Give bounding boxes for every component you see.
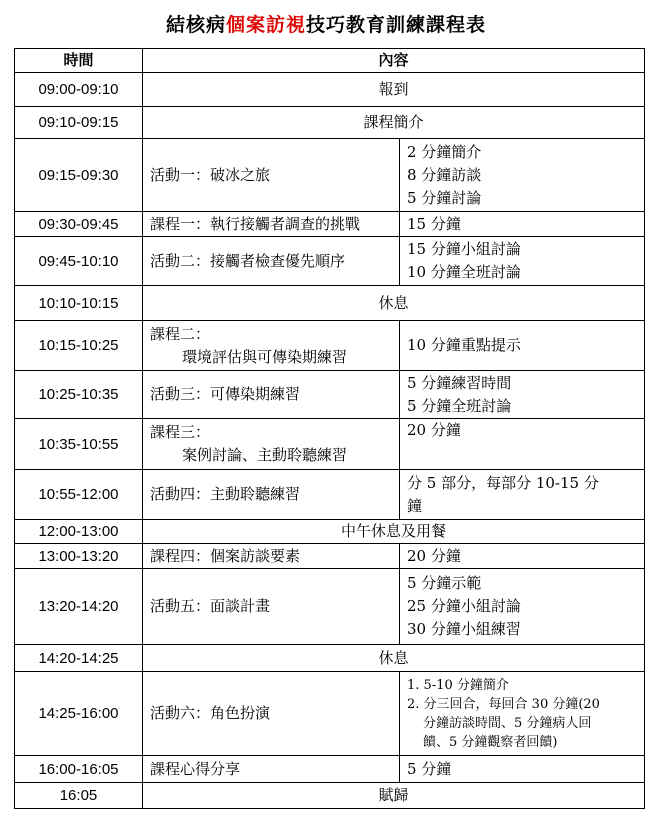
- details-cell: [400, 237, 645, 286]
- details-cell: [400, 544, 645, 569]
- header-time: 時間: [15, 49, 143, 73]
- title-highlight: 個案訪視: [225, 14, 306, 36]
- detail-line: 5 分鐘練習時間: [407, 373, 512, 392]
- time-cell: 13:20-14:20: [15, 569, 143, 645]
- content-cell: 賦歸: [143, 783, 645, 809]
- table-row: [15, 139, 645, 212]
- detail-line: 鐘: [407, 496, 423, 515]
- table-row: [15, 371, 645, 419]
- table-row: [15, 419, 645, 470]
- detail-line: 1. 5-10 分鐘簡介: [407, 677, 509, 693]
- time-cell: 12:00-13:00: [15, 520, 143, 544]
- detail-line: 10 分鐘全班討論: [407, 263, 521, 281]
- details-cell: [400, 569, 645, 645]
- activity-line: 案例討論、主動聆聽練習: [182, 446, 348, 464]
- content-cell: 課程簡介: [143, 107, 645, 139]
- time-cell: 10:55-12:00: [15, 470, 143, 520]
- time-cell: 09:15-09:30: [15, 139, 143, 212]
- time-cell: 14:25-16:00: [15, 672, 143, 756]
- activity-line: 環境評估與可傳染期練習: [182, 347, 348, 366]
- table-row: [15, 212, 645, 237]
- details-cell: [400, 321, 645, 371]
- header-content: 內容: [143, 49, 645, 73]
- table-header-row: [15, 49, 645, 73]
- table-row: [15, 645, 645, 672]
- table-row: [15, 569, 645, 645]
- time-cell: 09:10-09:15: [15, 107, 143, 139]
- table-row: [15, 237, 645, 286]
- detail-line: 25 分鐘小組討論: [407, 597, 521, 615]
- time-cell: 09:45-10:10: [15, 237, 143, 286]
- detail-line: 20 分鐘: [407, 421, 461, 439]
- activity-cell: 活動五：面談計畫: [143, 569, 400, 645]
- activity-line: 課程二：: [150, 324, 211, 343]
- detail-line: 分 5 部分，每部分 10-15 分: [407, 473, 599, 492]
- table-row: [15, 107, 645, 139]
- details-cell: [400, 139, 645, 212]
- detail-line: 5 分鐘示範: [407, 574, 482, 592]
- detail-line: 分鐘訪談時間、5 分鐘病人回: [423, 715, 592, 731]
- title-part-1: 結核病: [165, 14, 226, 36]
- detail-line: 30 分鐘小組練習: [407, 620, 521, 638]
- time-cell: 13:00-13:20: [15, 544, 143, 569]
- activity-cell: 活動四：主動聆聽練習: [143, 470, 400, 520]
- details-cell: [400, 371, 645, 419]
- activity-cell: 活動三：可傳染期練習: [143, 371, 400, 419]
- table-row: [15, 520, 645, 544]
- activity-cell: 活動六：角色扮演: [143, 672, 400, 756]
- time-cell: 14:20-14:25: [15, 645, 143, 672]
- time-cell: 09:00-09:10: [15, 73, 143, 107]
- content-cell: 休息: [143, 286, 645, 321]
- table-row: [15, 321, 645, 371]
- activity-cell: 課程一：執行接觸者調查的挑戰: [143, 212, 400, 237]
- content-cell: 中午休息及用餐: [143, 520, 645, 544]
- details-cell: [400, 756, 645, 783]
- content-cell: 休息: [143, 645, 645, 672]
- table-row: [15, 783, 645, 809]
- content-cell: 報到: [143, 73, 645, 107]
- details-cell: [400, 470, 645, 520]
- activity-cell: [143, 321, 400, 371]
- time-cell: 10:10-10:15: [15, 286, 143, 321]
- detail-line: 5 分鐘全班討論: [407, 396, 512, 415]
- detail-line: 8 分鐘訪談: [407, 165, 482, 184]
- table-row: [15, 73, 645, 107]
- detail-line: 饋、5 分鐘觀察者回饋): [423, 734, 558, 750]
- time-cell: 16:00-16:05: [15, 756, 143, 783]
- activity-line: 課程三：: [150, 423, 211, 441]
- detail-line: 20 分鐘: [407, 546, 461, 565]
- activity-cell: 活動二：接觸者檢查優先順序: [143, 237, 400, 286]
- details-cell: [400, 672, 645, 756]
- detail-line: 5 分鐘: [407, 759, 452, 778]
- time-cell: 09:30-09:45: [15, 212, 143, 237]
- time-cell: 10:35-10:55: [15, 419, 143, 470]
- details-cell: [400, 212, 645, 237]
- time-cell: 16:05: [15, 783, 143, 809]
- table-row: [15, 470, 645, 520]
- detail-line: 2 分鐘簡介: [407, 142, 482, 161]
- page-title: [0, 10, 652, 37]
- detail-line: 2. 分三回合，每回合 30 分鐘(20: [407, 696, 600, 712]
- table-row: [15, 544, 645, 569]
- table-row: [15, 672, 645, 756]
- schedule-table: [14, 48, 645, 809]
- activity-cell: [143, 419, 400, 470]
- time-cell: 10:15-10:25: [15, 321, 143, 371]
- table-row: [15, 756, 645, 783]
- detail-line: 15 分鐘: [407, 214, 461, 233]
- detail-line: 5 分鐘討論: [407, 188, 482, 207]
- detail-line: 15 分鐘小組討論: [407, 240, 521, 258]
- title-part-3: 技巧教育訓練課程表: [306, 14, 487, 36]
- activity-cell: 課程心得分享: [143, 756, 400, 783]
- activity-cell: 課程四：個案訪談要素: [143, 544, 400, 569]
- details-cell: [400, 419, 645, 470]
- activity-cell: 活動一：破冰之旅: [143, 139, 400, 212]
- detail-line: 10 分鐘重點提示: [407, 336, 521, 354]
- time-cell: 10:25-10:35: [15, 371, 143, 419]
- table-row: [15, 286, 645, 321]
